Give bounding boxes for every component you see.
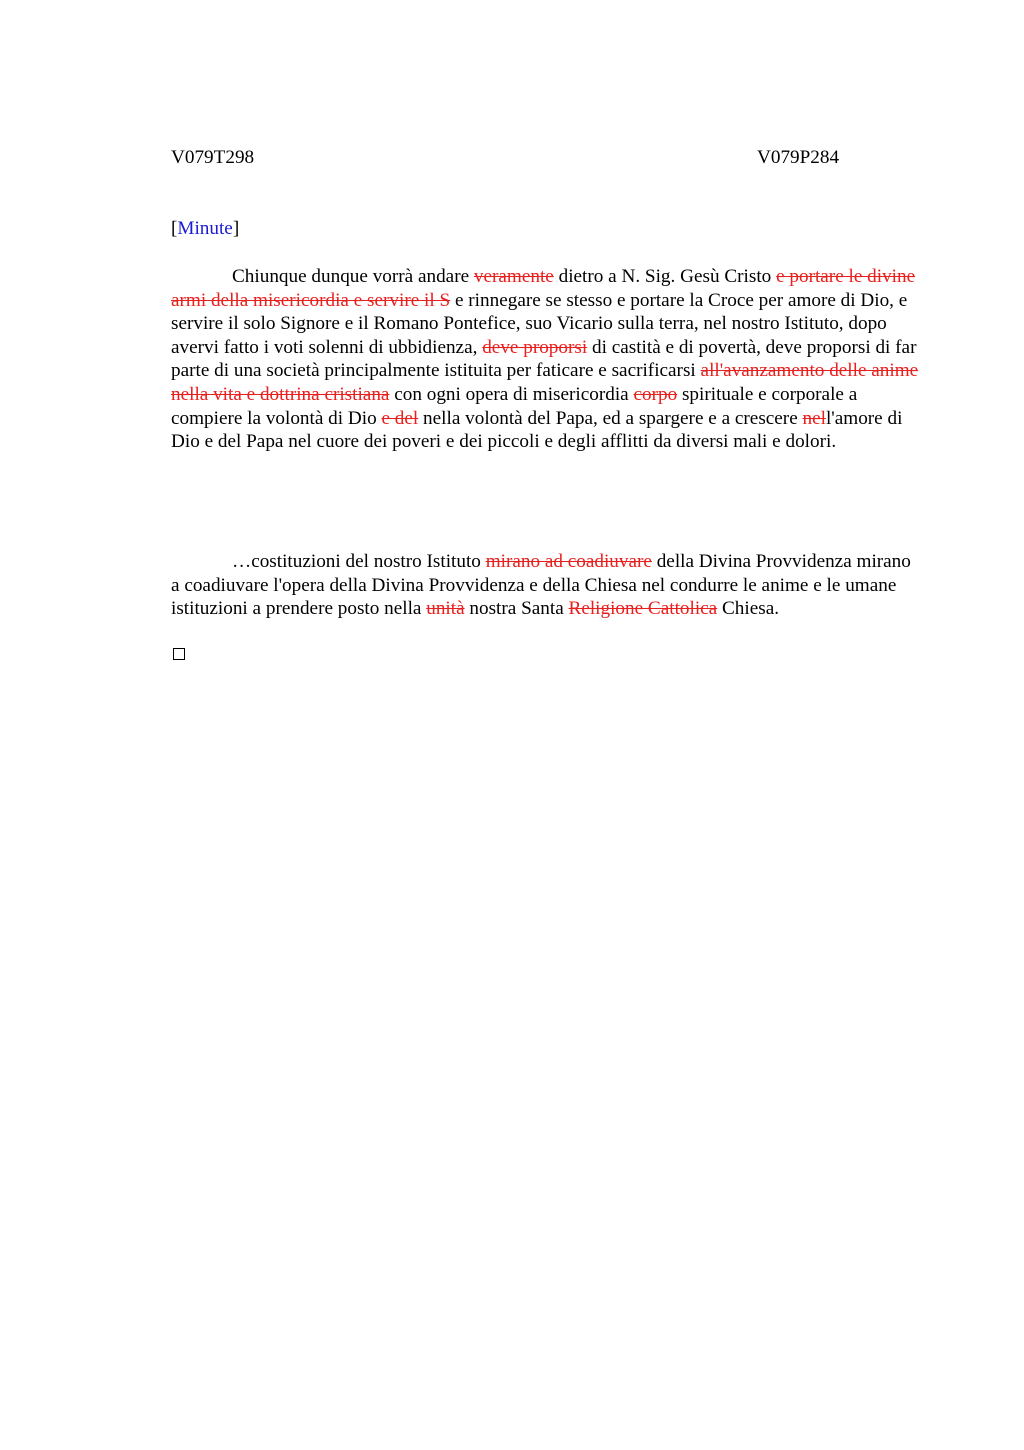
deleted-text-segment: corpo (633, 383, 678, 405)
close-bracket: ] (232, 218, 240, 239)
deleted-text-segment: veramente (473, 266, 554, 287)
minute-link[interactable]: Minute (177, 218, 233, 239)
deleted-text-segment: mirano ad coadiuvare (485, 551, 652, 572)
deleted-text-segment: nel (802, 407, 826, 429)
text-segment: Chiunque dunque vorrà andare (232, 266, 474, 287)
paragraph-1 (171, 265, 923, 454)
document-code-left: V079T298 (171, 147, 255, 168)
document-code-right: V079P284 (757, 147, 840, 168)
minute-heading (171, 217, 239, 241)
deleted-text-segment: e portare le divine armi della misericordia e servire il S (171, 266, 916, 311)
text-segment: spirituale e corporale a compiere la volontà di Dio (171, 383, 858, 429)
empty-square-icon (173, 648, 185, 660)
open-bracket: [ (171, 218, 178, 239)
text-segment: e rinnegare se stesso e portare la Croce per amore di Dio, e servire il solo Signore e il Romano Pontefice, suo Vicario sulla terra, nel nostro Istituto, dopo avervi fatto i voti solenni di ubbidienza, (171, 289, 908, 358)
text-segment: con ogni opera di misericordia (389, 383, 634, 405)
deleted-text-segment: e del (381, 407, 419, 429)
deleted-text-segment: all'avanzamento delle anime nella vita e dottrina cristiana (171, 360, 919, 405)
text-segment: l'amore di Dio e del Papa nel cuore dei poveri e dei piccoli e degli afflitti da diversi mali e dolori. (171, 407, 903, 453)
text-segment: nostra Santa (464, 598, 569, 620)
paragraph-2 (171, 550, 923, 621)
deleted-text-segment: Religione Cattolica (568, 598, 718, 620)
deleted-text-segment: deve proporsi (482, 336, 588, 358)
text-segment: Chiesa. (717, 598, 780, 620)
text-segment: …costituzioni del nostro Istituto (232, 551, 486, 572)
text-segment: della Divina Provvidenza mirano a coadiuvare l'opera della Divina Provvidenza e della Chiesa nel condurre le anime e le umane istituzioni a prendere posto nella (171, 551, 911, 620)
deleted-text-segment: unità (426, 598, 465, 620)
text-segment: dietro a N. Sig. Gesù Cristo (553, 266, 777, 287)
text-segment: di castità e di povertà, deve proporsi di far parte di una società principalmente istituita per faticare e sacrificarsi (171, 336, 917, 382)
text-segment: nella volontà del Papa, ed a spargere e a crescere (418, 407, 803, 429)
